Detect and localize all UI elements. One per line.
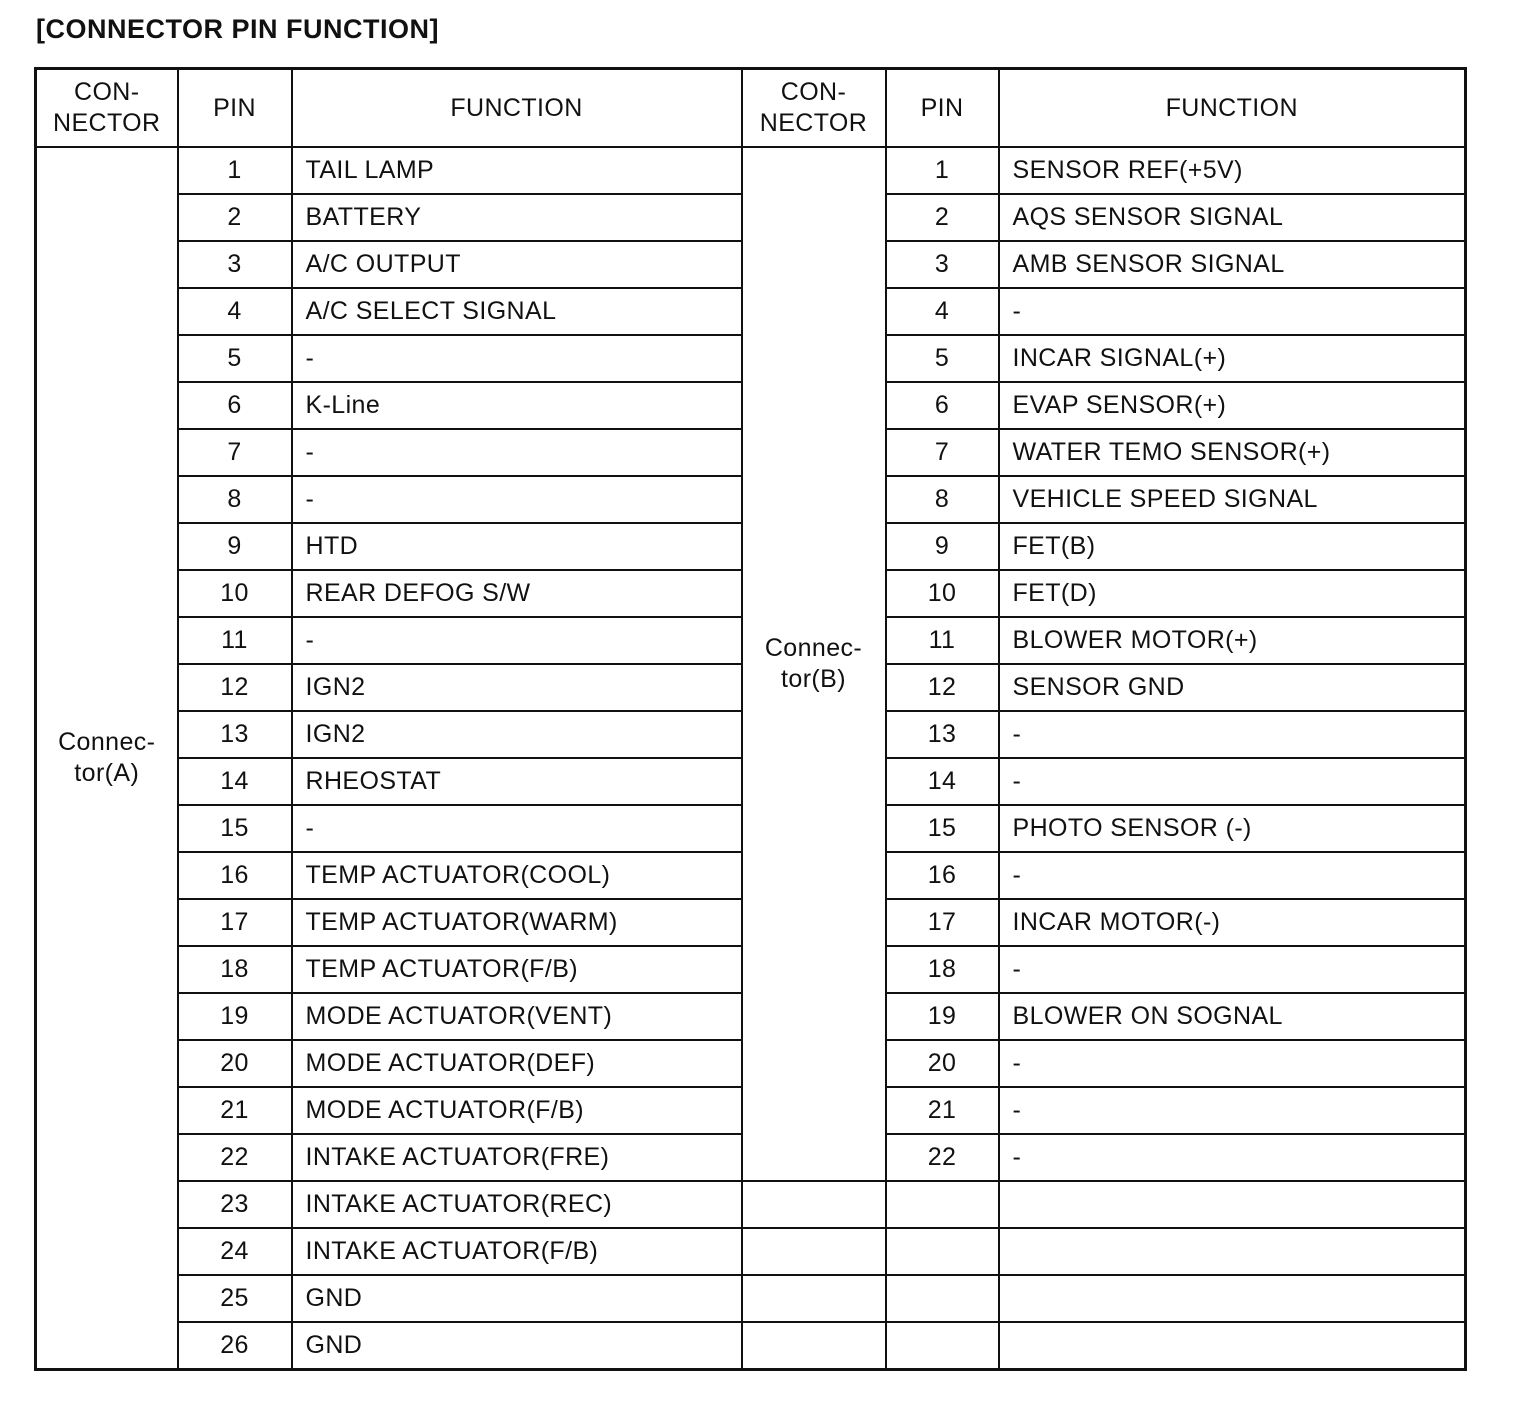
empty-pin-cell-b — [886, 1322, 999, 1370]
connector-header-a-line1: CON- — [74, 78, 140, 106]
pin-cell-b: 1 — [886, 147, 999, 194]
function-cell-b: INCAR MOTOR(-) — [999, 899, 1466, 946]
pin-cell-a: 9 — [178, 523, 292, 570]
connector-header-b-line1: CON- — [780, 78, 847, 106]
pin-cell-a: 15 — [178, 805, 292, 852]
pin-cell-b: 21 — [886, 1087, 999, 1134]
empty-connector-cell-b — [742, 1275, 886, 1322]
pin-cell-a: 2 — [178, 194, 292, 241]
page-title: [CONNECTOR PIN FUNCTION] — [36, 14, 439, 44]
header-row — [36, 69, 1466, 148]
table-body — [36, 147, 1466, 1370]
pin-cell-b: 15 — [886, 805, 999, 852]
function-cell-a: - — [292, 805, 742, 852]
pin-cell-a: 1 — [178, 147, 292, 194]
pin-cell-b: 10 — [886, 570, 999, 617]
pin-cell-b: 6 — [886, 382, 999, 429]
empty-pin-cell-b — [886, 1228, 999, 1275]
pin-cell-a: 16 — [178, 852, 292, 899]
pin-cell-a: 19 — [178, 993, 292, 1040]
pin-cell-a: 25 — [178, 1275, 292, 1322]
function-cell-b: SENSOR GND — [999, 664, 1466, 711]
connector-label-b — [742, 147, 886, 1181]
function-cell-a: - — [292, 617, 742, 664]
pin-cell-a: 3 — [178, 241, 292, 288]
pin-cell-b: 22 — [886, 1134, 999, 1181]
function-header-a: FUNCTION — [292, 69, 742, 148]
function-header-b: FUNCTION — [999, 69, 1466, 148]
pin-cell-b: 2 — [886, 194, 999, 241]
function-cell-b: AMB SENSOR SIGNAL — [999, 241, 1466, 288]
function-cell-b: PHOTO SENSOR (-) — [999, 805, 1466, 852]
function-cell-b: AQS SENSOR SIGNAL — [999, 194, 1466, 241]
function-cell-a: REAR DEFOG S/W — [292, 570, 742, 617]
function-cell-b: - — [999, 758, 1466, 805]
pin-cell-a: 5 — [178, 335, 292, 382]
pin-cell-a: 21 — [178, 1087, 292, 1134]
pin-cell-b: 9 — [886, 523, 999, 570]
function-cell-a: TEMP ACTUATOR(WARM) — [292, 899, 742, 946]
pin-cell-a: 8 — [178, 476, 292, 523]
function-cell-a: GND — [292, 1322, 742, 1370]
function-cell-a: MODE ACTUATOR(VENT) — [292, 993, 742, 1040]
pin-cell-b: 20 — [886, 1040, 999, 1087]
connector-header-b-line2: NECTOR — [759, 109, 868, 137]
connector-label-a-line2: tor(A) — [74, 759, 140, 787]
function-cell-a: MODE ACTUATOR(DEF) — [292, 1040, 742, 1087]
function-cell-a: K-Line — [292, 382, 742, 429]
function-cell-a: - — [292, 429, 742, 476]
function-cell-a: MODE ACTUATOR(F/B) — [292, 1087, 742, 1134]
table-row — [36, 147, 1466, 194]
pin-cell-a: 10 — [178, 570, 292, 617]
pin-cell-b: 13 — [886, 711, 999, 758]
empty-function-cell-b — [999, 1275, 1466, 1322]
pin-cell-a: 7 — [178, 429, 292, 476]
pin-cell-b: 19 — [886, 993, 999, 1040]
pin-cell-a: 20 — [178, 1040, 292, 1087]
connector-header-a-line2: NECTOR — [52, 109, 161, 137]
pin-cell-a: 18 — [178, 946, 292, 993]
pin-cell-a: 12 — [178, 664, 292, 711]
empty-function-cell-b — [999, 1181, 1466, 1228]
function-cell-b: SENSOR REF(+5V) — [999, 147, 1466, 194]
function-cell-b: - — [999, 1040, 1466, 1087]
function-cell-a: TEMP ACTUATOR(F/B) — [292, 946, 742, 993]
empty-function-cell-b — [999, 1322, 1466, 1370]
connector-label-b-line1: Connec- — [764, 634, 863, 662]
table-row — [36, 1275, 1466, 1322]
connector-label-b-line2: tor(B) — [781, 665, 846, 693]
function-cell-b: VEHICLE SPEED SIGNAL — [999, 476, 1466, 523]
function-cell-b: FET(D) — [999, 570, 1466, 617]
function-cell-b: INCAR SIGNAL(+) — [999, 335, 1466, 382]
pin-cell-b: 5 — [886, 335, 999, 382]
pin-cell-a: 23 — [178, 1181, 292, 1228]
pin-cell-b: 4 — [886, 288, 999, 335]
function-cell-b: - — [999, 711, 1466, 758]
function-cell-a: A/C OUTPUT — [292, 241, 742, 288]
function-cell-b: - — [999, 1134, 1466, 1181]
function-cell-a: HTD — [292, 523, 742, 570]
pin-cell-b: 8 — [886, 476, 999, 523]
pin-header-b: PIN — [886, 69, 999, 148]
function-cell-b: BLOWER ON SOGNAL — [999, 993, 1466, 1040]
table-row — [36, 1228, 1466, 1275]
function-cell-b: FET(B) — [999, 523, 1466, 570]
pin-cell-b: 12 — [886, 664, 999, 711]
connector-header-b — [742, 69, 886, 148]
pin-cell-a: 6 — [178, 382, 292, 429]
function-cell-b: WATER TEMO SENSOR(+) — [999, 429, 1466, 476]
function-cell-b: EVAP SENSOR(+) — [999, 382, 1466, 429]
pin-cell-a: 24 — [178, 1228, 292, 1275]
empty-pin-cell-b — [886, 1181, 999, 1228]
connector-label-a — [36, 147, 178, 1370]
pin-cell-b: 11 — [886, 617, 999, 664]
pin-cell-b: 18 — [886, 946, 999, 993]
function-cell-a: IGN2 — [292, 711, 742, 758]
connector-label-a-line1: Connec- — [58, 728, 156, 756]
pin-cell-b: 7 — [886, 429, 999, 476]
function-cell-a: INTAKE ACTUATOR(F/B) — [292, 1228, 742, 1275]
function-cell-b: - — [999, 288, 1466, 335]
pin-cell-a: 4 — [178, 288, 292, 335]
function-cell-a: IGN2 — [292, 664, 742, 711]
empty-connector-cell-b — [742, 1181, 886, 1228]
function-cell-a: TAIL LAMP — [292, 147, 742, 194]
function-cell-b: - — [999, 946, 1466, 993]
table-row — [36, 1322, 1466, 1370]
pin-cell-a: 11 — [178, 617, 292, 664]
connector-pin-table — [34, 67, 1467, 1371]
function-cell-a: TEMP ACTUATOR(COOL) — [292, 852, 742, 899]
connector-header-a — [36, 69, 178, 148]
function-cell-b: - — [999, 1087, 1466, 1134]
empty-connector-cell-b — [742, 1322, 886, 1370]
function-cell-a: GND — [292, 1275, 742, 1322]
pin-cell-b: 17 — [886, 899, 999, 946]
function-cell-a: - — [292, 476, 742, 523]
pin-cell-a: 14 — [178, 758, 292, 805]
function-cell-b: - — [999, 852, 1466, 899]
pin-cell-a: 13 — [178, 711, 292, 758]
function-cell-a: BATTERY — [292, 194, 742, 241]
pin-cell-b: 14 — [886, 758, 999, 805]
pin-cell-b: 16 — [886, 852, 999, 899]
pin-cell-a: 22 — [178, 1134, 292, 1181]
function-cell-a: RHEOSTAT — [292, 758, 742, 805]
pin-cell-b: 3 — [886, 241, 999, 288]
function-cell-a: A/C SELECT SIGNAL — [292, 288, 742, 335]
table-row — [36, 1181, 1466, 1228]
function-cell-a: - — [292, 335, 742, 382]
function-cell-a: INTAKE ACTUATOR(REC) — [292, 1181, 742, 1228]
function-cell-a: INTAKE ACTUATOR(FRE) — [292, 1134, 742, 1181]
pin-header-a: PIN — [178, 69, 292, 148]
function-cell-b: BLOWER MOTOR(+) — [999, 617, 1466, 664]
pin-cell-a: 17 — [178, 899, 292, 946]
empty-pin-cell-b — [886, 1275, 999, 1322]
pin-cell-a: 26 — [178, 1322, 292, 1370]
empty-connector-cell-b — [742, 1228, 886, 1275]
empty-function-cell-b — [999, 1228, 1466, 1275]
